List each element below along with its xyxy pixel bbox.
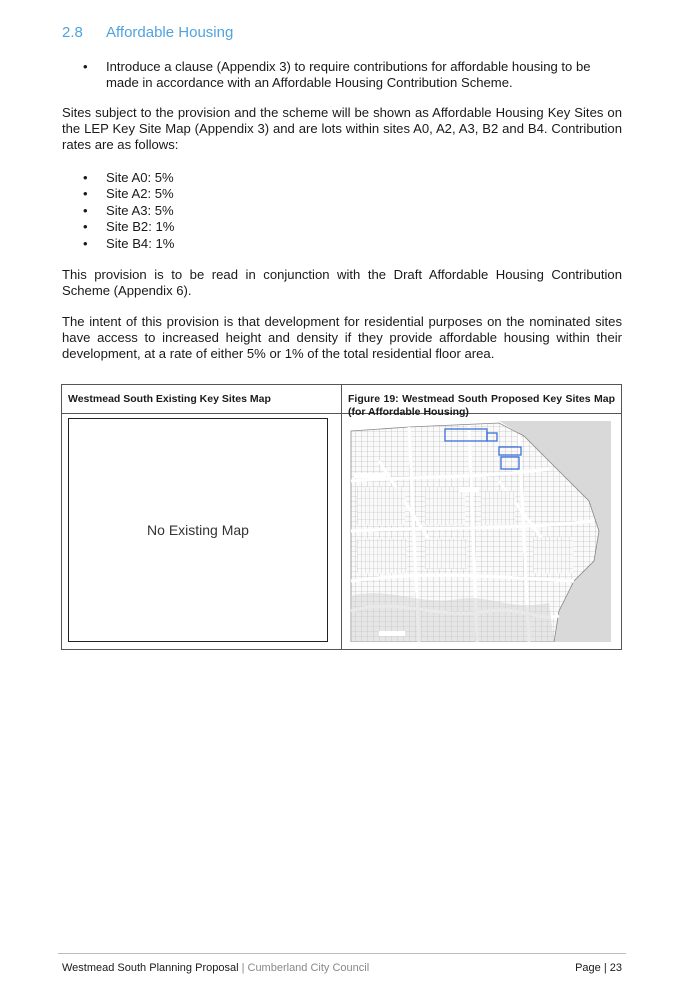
section-number: 2.8 bbox=[62, 24, 83, 41]
list-item: • Site A0: 5% bbox=[83, 170, 174, 185]
intro-bullet-list bbox=[62, 59, 622, 92]
paragraph-sites: Sites subject to the provision and the scheme will be shown as Affordable Housing Key Sites on the LEP Key Site Map (Appendix 3) and are lots within sites A0, A2, A3, B2 and B4. Contribution rates are as follows: bbox=[62, 105, 622, 152]
list-item: • Introduce a clause (Appendix 3) to require contributions for affordable housing to be made in accordance with an Affordable Housing Contribution Scheme. bbox=[83, 59, 591, 91]
footer-document-info bbox=[62, 962, 369, 974]
proposed-map-header: Figure 19: Westmead South Proposed Key Sites Map (for Affordable Housing) bbox=[348, 393, 615, 418]
existing-map-header: Westmead South Existing Key Sites Map bbox=[68, 393, 271, 405]
list-item: • Site B2: 1% bbox=[83, 219, 175, 235]
paragraph-conjunction: This provision is to be read in conjunction with the Draft Affordable Housing Contribution Scheme (Appendix 6). bbox=[62, 267, 622, 298]
key-sites-map-table bbox=[61, 384, 622, 650]
list-item: • Site A2: 5% bbox=[83, 186, 174, 202]
paragraph-intent: The intent of this provision is that development for residential purposes on the nominated sites have access to increased height and density if they provide affordable housing within their development, at a rate of either 5% or 1% of the total residential floor area. bbox=[62, 314, 622, 361]
list-item: • Site A3: 5% bbox=[83, 202, 174, 218]
footer-doc-title: Westmead South Planning Proposal bbox=[62, 962, 239, 974]
footer-divider bbox=[58, 953, 626, 954]
section-heading bbox=[62, 24, 233, 41]
proposed-key-sites-map bbox=[349, 421, 611, 647]
page-number: Page | 23 bbox=[575, 962, 622, 974]
footer-separator: | bbox=[241, 962, 245, 974]
cadastral-map-image bbox=[349, 421, 611, 642]
section-title: Affordable Housing bbox=[106, 24, 234, 41]
footer-organisation: Cumberland City Council bbox=[247, 962, 370, 974]
rates-list bbox=[62, 170, 622, 252]
list-item: • Site B4: 1% bbox=[83, 235, 175, 251]
no-existing-map-label: No Existing Map bbox=[147, 522, 249, 538]
no-existing-map-box bbox=[68, 418, 328, 642]
